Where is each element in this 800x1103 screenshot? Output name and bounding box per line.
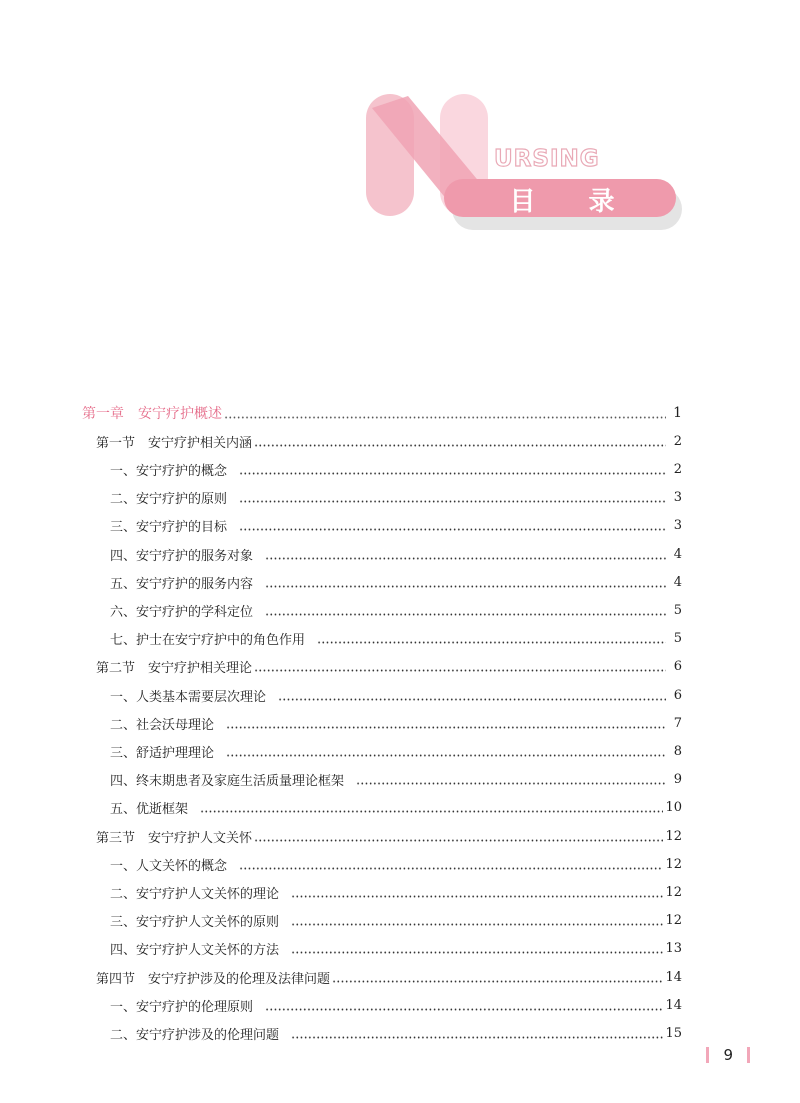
toc-item-row[interactable]	[110, 516, 682, 536]
toc-title: 二、安宁疗护涉及的伦理问题	[110, 1027, 280, 1043]
toc-leader-dots	[254, 435, 666, 448]
toc-leader-dots	[265, 999, 663, 1012]
toc-title: 第一章 安宁疗护概述	[82, 406, 222, 422]
toc-leader-dots	[226, 717, 666, 730]
toc-title: 第二节 安宁疗护相关理论	[96, 661, 253, 677]
toc-item-row[interactable]	[110, 629, 682, 649]
toc-item-row[interactable]	[110, 911, 682, 931]
toc-item-row[interactable]	[110, 459, 682, 479]
toc-leader-dots	[356, 773, 666, 786]
toc-leader-dots	[265, 604, 666, 617]
toc-page-number: 12	[665, 884, 682, 900]
toc-leader-dots	[226, 745, 666, 758]
toc-title: 二、社会沃母理论	[110, 717, 215, 733]
toc-item-row[interactable]	[110, 798, 682, 818]
logo-word: URSING	[494, 146, 600, 172]
toc-item-row[interactable]	[110, 854, 682, 874]
toc-title: 四、终末期患者及家庭生活质量理论框架	[110, 774, 345, 790]
toc-item-row[interactable]	[110, 882, 682, 902]
toc-leader-dots	[291, 886, 663, 899]
toc-leader-dots	[291, 914, 663, 927]
toc-page-number: 13	[665, 941, 682, 957]
toc-page-number: 7	[673, 715, 682, 731]
toc-title: 一、安宁疗护的概念	[110, 463, 228, 479]
toc-title: 五、优逝框架	[110, 802, 189, 818]
toc-page-number: 5	[673, 631, 682, 647]
toc-title: 第四节 安宁疗护涉及的伦理及法律问题	[96, 971, 331, 987]
nursing-logo	[0, 0, 800, 260]
toc-item-row[interactable]	[110, 488, 682, 508]
toc-title: 三、安宁疗护的目标	[110, 520, 228, 536]
toc-page-number: 6	[673, 687, 682, 703]
page-number-footer	[706, 1044, 750, 1066]
toc-leader-dots	[265, 548, 666, 561]
toc-leader-dots	[278, 689, 666, 702]
toc-item-row[interactable]	[110, 939, 682, 959]
toc-leader-dots	[254, 830, 663, 843]
toc-item-row[interactable]	[110, 741, 682, 761]
toc-title: 四、安宁疗护的服务对象	[110, 548, 254, 564]
toc-title: 二、安宁疗护的原则	[110, 492, 228, 508]
toc-page-number: 12	[665, 828, 682, 844]
nursing-n-graphic	[0, 0, 800, 260]
toc-leader-dots	[265, 576, 666, 589]
toc-title: 第一节 安宁疗护相关内涵	[96, 435, 253, 451]
toc-section-row[interactable]	[96, 657, 682, 677]
toc-title: 一、人类基本需要层次理论	[110, 689, 267, 705]
page-number-right-bar	[747, 1047, 750, 1063]
toc-item-row[interactable]	[110, 544, 682, 564]
toc-leader-dots	[254, 660, 666, 673]
toc-page-number: 14	[665, 969, 682, 985]
toc-title: 六、安宁疗护的学科定位	[110, 604, 254, 620]
page-title: 目 录	[509, 186, 637, 217]
toc-section-row[interactable]	[96, 967, 682, 987]
toc-section-row[interactable]	[96, 431, 682, 451]
toc-page-number: 14	[665, 997, 682, 1013]
toc-page-number: 5	[673, 602, 682, 618]
toc-title: 三、舒适护理理论	[110, 745, 215, 761]
toc-chapter-row[interactable]	[82, 403, 682, 423]
toc-page-number: 3	[673, 518, 682, 534]
toc-leader-dots	[239, 463, 666, 476]
toc-leader-dots	[224, 407, 666, 420]
toc-page-number: 12	[665, 856, 682, 872]
toc-page-number: 6	[673, 659, 682, 675]
toc-item-row[interactable]	[110, 995, 682, 1015]
toc-title: 四、安宁疗护人文关怀的方法	[110, 943, 280, 959]
toc-section-row[interactable]	[96, 826, 682, 846]
toc-page-number: 8	[673, 743, 682, 759]
toc-item-row[interactable]	[110, 1023, 682, 1043]
toc-title: 一、人文关怀的概念	[110, 858, 228, 874]
toc-item-row[interactable]	[110, 600, 682, 620]
toc-page-number: 4	[673, 546, 682, 562]
toc-title: 一、安宁疗护的伦理原则	[110, 999, 254, 1015]
toc-title: 七、护士在安宁疗护中的角色作用	[110, 633, 306, 649]
toc-page-number: 2	[673, 461, 682, 477]
toc-page-number: 10	[665, 800, 682, 816]
toc-page-number: 1	[673, 405, 682, 421]
toc-title: 三、安宁疗护人文关怀的原则	[110, 915, 280, 931]
toc-page-number: 15	[665, 1025, 682, 1041]
toc-leader-dots	[239, 858, 663, 871]
toc-leader-dots	[291, 1027, 663, 1040]
toc-title: 第三节 安宁疗护人文关怀	[96, 830, 253, 846]
toc-page-number: 2	[673, 433, 682, 449]
toc-leader-dots	[200, 801, 663, 814]
toc-page-number: 9	[673, 772, 682, 788]
toc-leader-dots	[291, 942, 663, 955]
toc-leader-dots	[332, 971, 663, 984]
toc-page-number: 3	[673, 490, 682, 506]
page-number-left-bar	[706, 1047, 709, 1063]
toc-leader-dots	[317, 632, 666, 645]
toc-title: 二、安宁疗护人文关怀的理论	[110, 886, 280, 902]
toc-item-row[interactable]	[110, 572, 682, 592]
toc-page-number: 4	[673, 574, 682, 590]
toc-leader-dots	[239, 491, 666, 504]
toc-leader-dots	[239, 519, 666, 532]
toc-item-row[interactable]	[110, 685, 682, 705]
toc-item-row[interactable]	[110, 713, 682, 733]
page-number: 9	[723, 1046, 733, 1064]
toc-title: 五、安宁疗护的服务内容	[110, 576, 254, 592]
toc-item-row[interactable]	[110, 770, 682, 790]
toc-page-number: 12	[665, 913, 682, 929]
